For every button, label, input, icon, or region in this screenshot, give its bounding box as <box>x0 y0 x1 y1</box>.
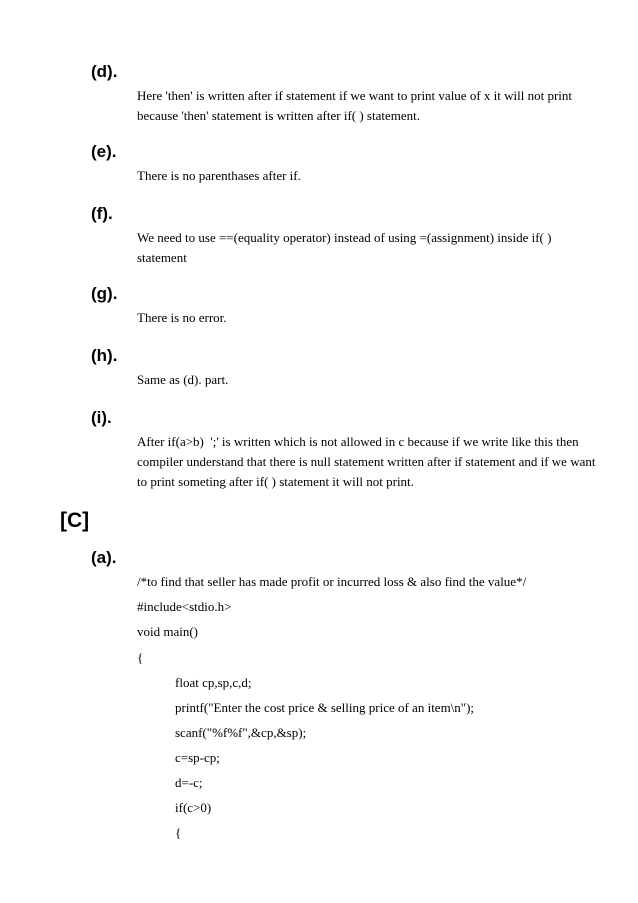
code-line: /*to find that seller has made profit or incurred loss & also find the value*/ <box>137 574 527 589</box>
item-e-label: (e). <box>91 142 117 161</box>
code-line: scanf("%f%f",&cp,&sp); <box>175 725 307 740</box>
item-f-label: (f). <box>91 204 113 223</box>
item-i-label: (i). <box>91 408 112 427</box>
section-c-heading: [C] <box>60 509 90 532</box>
subsection-a-label: (a). <box>91 548 117 567</box>
code-line: { <box>137 650 144 665</box>
item-d-label: (d). <box>91 62 118 81</box>
code-line: c=sp-cp; <box>175 750 220 765</box>
item-h-text: Same as (d). part. <box>137 372 229 387</box>
code-line: if(c>0) <box>175 800 212 815</box>
item-g-label: (g). <box>91 284 118 303</box>
item-i-text: After if(a>b) ';' is written which is not allowed in c because if we write like this then compiler understand that there is null statement written after if statement and if we want to print someting after if( ) statement it will not print. <box>137 434 599 489</box>
item-h-label: (h). <box>91 346 118 365</box>
item-f-text: We need to use ==(equality operator) instead of using =(assignment) inside if( ) statement <box>137 230 555 265</box>
code-line: printf("Enter the cost price & selling price of an item\n"); <box>175 700 475 715</box>
code-line: float cp,sp,c,d; <box>175 675 252 690</box>
item-d-text: Here 'then' is written after if statement if we want to print value of x it will not print because 'then' statement is written after if( ) statement. <box>137 88 576 123</box>
code-line: d=-c; <box>175 775 203 790</box>
code-line: void main() <box>137 624 199 639</box>
code-line: { <box>175 825 182 840</box>
code-line: #include<stdio.h> <box>137 599 232 614</box>
item-g-text: There is no error. <box>137 310 227 325</box>
item-e-text: There is no parenthases after if. <box>137 168 301 183</box>
